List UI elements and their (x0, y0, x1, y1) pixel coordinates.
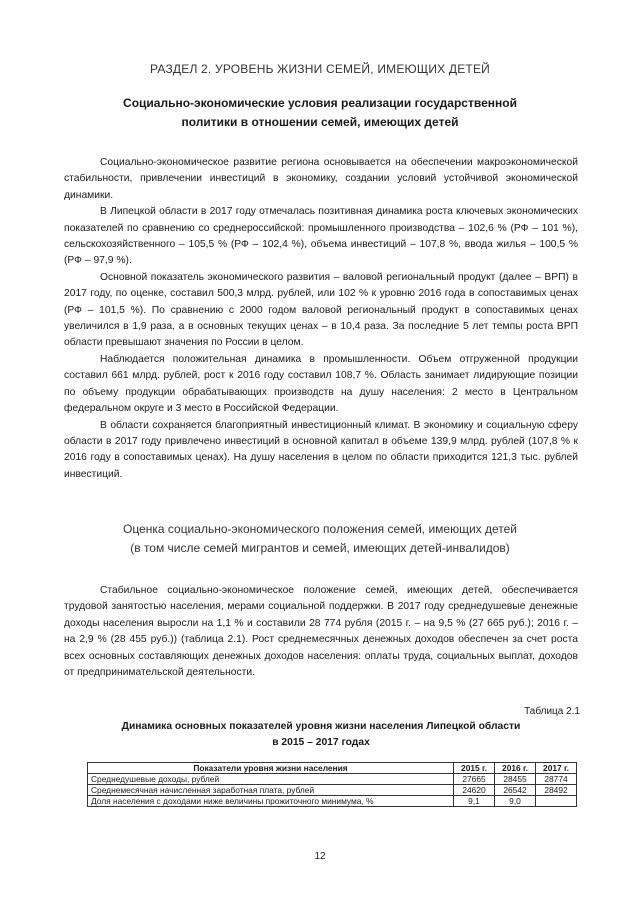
column-header-2017: 2017 г. (536, 763, 577, 774)
cell-value: 9,0 (495, 796, 536, 807)
cell-value: 9,1 (454, 796, 495, 807)
cell-value: 28455 (495, 774, 536, 785)
living-standards-table (87, 762, 577, 807)
paragraph: Стабильное социально-экономическое положение семей, имеющих детей, обеспечивается трудовой занятостью населения, мерами социальной поддержки. В 2017 году среднедушевые денежные доходы населения выросли на 1,1 % и составили 28 774 рубля (2015 г. – на 9,5 % (27 665 руб.); 2016 г. – на 2,9 % (28 455 руб.)) (таблица 2.1). Рост среднемесячных денежных доходов обеспечен за счет роста всех основных составляющих денежных доходов населения: оплаты труда, социальных выплат, доходов от предпринимательской деятельности. (64, 585, 578, 679)
cell-value: 28492 (536, 785, 577, 796)
paragraph: В Липецкой области в 2017 году отмечалась позитивная динамика роста ключевых экономических показателей по сравнению со среднероссийской: промышленного производства – 102,6 % (РФ – 101 %), сельскохозяйственного – 105,5 % (РФ – 102,4 %), объема инвестиций – 107,8 %, ввода жилья – 100,5 % (РФ – 97,9 %). (64, 206, 578, 267)
cell-value: 27665 (454, 774, 495, 785)
cell-value: 28774 (536, 774, 577, 785)
table-title-line: Динамика основных показателей уровня жизни населения Липецкой области (121, 721, 521, 732)
subtitle-line: Социально-экономические условия реализации государственной (123, 96, 517, 110)
table-title-line: в 2015 – 2017 годах (272, 737, 370, 748)
column-header-2015: 2015 г. (454, 763, 495, 774)
table-row (88, 796, 577, 807)
table-row (88, 774, 577, 785)
cell-value (536, 796, 577, 807)
table-row (88, 785, 577, 796)
table-caption: Таблица 2.1 (524, 706, 580, 717)
column-header-indicator: Показатели уровня жизни населения (88, 763, 454, 774)
subtitle-line: (в том числе семей мигрантов и семей, имеющих детей-инвалидов) (130, 541, 510, 555)
paragraph: Наблюдается положительная динамика в промышленности. Объем отгруженной продукции составил 661 млрд. рублей, рост к 2016 году составил 108,7 %. Область занимает лидирующие позиции по объему продукции обрабатывающих производств на душу населения: 2 место в Центральном федеральном округе и 3 место в Российской Федерации. (64, 353, 578, 415)
cell-value: 26542 (495, 785, 536, 796)
table-title (64, 719, 578, 751)
table-header-row (88, 763, 577, 774)
row-label: Среднедушевые доходы, рублей (88, 774, 454, 785)
paragraph: Социально-экономическое развитие региона основывается на обеспечении макроэкономической стабильности, привлечении инвестиций в экономику, создании условий устойчивой экономической динамики. (64, 157, 578, 201)
body-text-section-2 (64, 583, 578, 681)
subtitle-line: политики в отношении семей, имеющих детей (181, 115, 459, 129)
section-title: РАЗДЕЛ 2. УРОВЕНЬ ЖИЗНИ СЕМЕЙ, ИМЕЮЩИХ ДЕТЕЙ (150, 62, 490, 76)
subtitle-socioeconomic-conditions (80, 94, 560, 132)
row-label: Доля населения с доходами ниже величины прожиточного минимума, % (88, 796, 454, 807)
subtitle-line: Оценка социально-экономического положения семей, имеющих детей (122, 522, 517, 536)
paragraph: В области сохраняется благоприятный инвестиционный климат. В экономику и социальную сферу области в 2017 году привлечено инвестиций в основной капитал в объеме 139,9 млрд. рублей (107,8 % к 2016 году в сопоставимых ценах). На душу населения в целом по области приходится 121,3 тыс. рублей инвестиций. (64, 419, 578, 480)
paragraph: Основной показатель экономического развития – валовой региональный продукт (далее – ВРП) в 2017 году, по оценке, составил 500,3 млрд. рублей, или 102 % к уровню 2016 года в сопоставимых ценах (РФ – 101,5 %). По сравнению с 2000 годом валовой региональный продукт в сопоставимых ценах увеличился в 1,9 раза, а в основных текущих ценах – в 10,4 раза. За последние 5 лет темпы роста ВРП области превышают значения по России в целом. (64, 271, 578, 349)
column-header-2016: 2016 г. (495, 763, 536, 774)
body-text-section-1 (64, 155, 578, 483)
page-number: 12 (314, 851, 326, 862)
row-label: Среднемесячная начисленная заработная плата, рублей (88, 785, 454, 796)
cell-value: 24620 (454, 785, 495, 796)
subtitle-family-assessment (80, 520, 560, 558)
